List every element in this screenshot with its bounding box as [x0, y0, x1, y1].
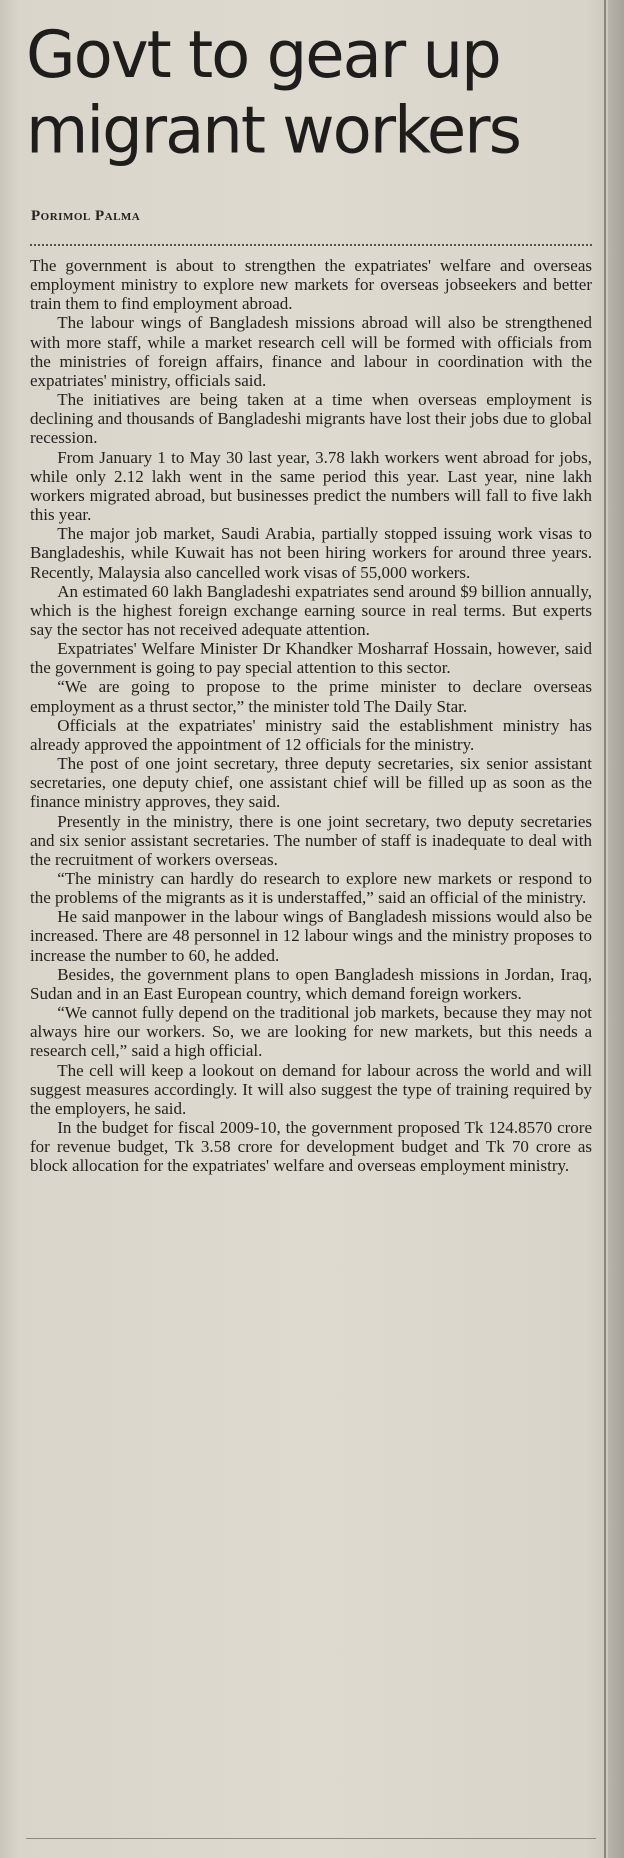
column-rule: [604, 0, 606, 1858]
paragraph: The major job market, Saudi Arabia, partially stopped issuing work visas to Bangladeshis, while Kuwait has not been hiring workers for around three years. Recently, Malaysia also cancelled work visas of 55,000 workers.: [30, 524, 592, 582]
paragraph: He said manpower in the labour wings of Bangladesh missions would also be increased. There are 48 personnel in 12 labour wings and the ministry proposes to increase the number to 60, he added.: [30, 907, 592, 965]
paragraph: In the budget for fiscal 2009-10, the government proposed Tk 124.8570 crore for revenue budget, Tk 3.58 crore for development budget and Tk 70 crore as block allocation for the expatriates' welfare and overseas employment ministry.: [30, 1118, 592, 1176]
page-edge-shadow: [608, 0, 624, 1858]
dotted-divider: [30, 244, 592, 246]
paragraph: “We are going to propose to the prime minister to declare overseas employment as a thrust sector,” the minister told The Daily Star.: [30, 677, 592, 716]
paragraph: The government is about to strengthen the expatriates' welfare and overseas employment ministry to explore new markets for overseas jobseekers and better train them to find employment abroad.: [30, 256, 592, 314]
paragraph: The cell will keep a lookout on demand for labour across the world and will suggest measures accordingly. It will also suggest the type of training required by the employers, he said.: [30, 1060, 592, 1118]
byline: Porimol Palma: [31, 208, 141, 224]
paragraph: Officials at the expatriates' ministry said the establishment ministry has already approved the appointment of 12 officials for the ministry.: [30, 715, 592, 754]
paragraph: “We cannot fully depend on the traditional job markets, because they may not always hire our workers. So, we are looking for new markets, but this needs a research cell,” said a high official.: [30, 1003, 592, 1061]
paragraph: An estimated 60 lakh Bangladeshi expatriates send around $9 billion annually, which is the highest foreign exchange earning source in real terms. But experts say the sector has not received adequate attention.: [30, 581, 592, 639]
paragraph: “The ministry can hardly do research to explore new markets or respond to the problems of the migrants as it is understaffed,” said an official of the ministry.: [30, 869, 592, 908]
article-body: [30, 256, 592, 1176]
paragraph: The labour wings of Bangladesh missions abroad will also be strengthened with more staff, while a market research cell will be formed with officials from the ministries of foreign affairs, finance and labour in coordination with the expatriates' ministry, officials said.: [30, 313, 592, 390]
paragraph: The initiatives are being taken at a time when overseas employment is declining and thousands of Bangladeshi migrants have lost their jobs due to global recession.: [30, 390, 592, 448]
headline: Govt to gear up migrant workers: [26, 18, 520, 169]
paragraph: Expatriates' Welfare Minister Dr Khandker Mosharraf Hossain, however, said the government is going to pay special attention to this sector.: [30, 639, 592, 678]
paragraph: Besides, the government plans to open Bangladesh missions in Jordan, Iraq, Sudan and in an East European country, which demand foreign workers.: [30, 964, 592, 1003]
bottom-divider: [26, 1838, 596, 1839]
paragraph: The post of one joint secretary, three deputy secretaries, six senior assistant secretaries, one deputy chief, one assistant chief will be filled up as soon as the finance ministry approves, they said.: [30, 754, 592, 812]
paragraph: Presently in the ministry, there is one joint secretary, two deputy secretaries and six senior assistant secretaries. The number of staff is inadequate to deal with the recruitment of workers overseas.: [30, 811, 592, 869]
paragraph: From January 1 to May 30 last year, 3.78 lakh workers went abroad for jobs, while only 2.12 lakh went in the same period this year. Last year, nine lakh workers migrated abroad, but businesses predict the numbers will fall to five lakh this year.: [30, 447, 592, 525]
